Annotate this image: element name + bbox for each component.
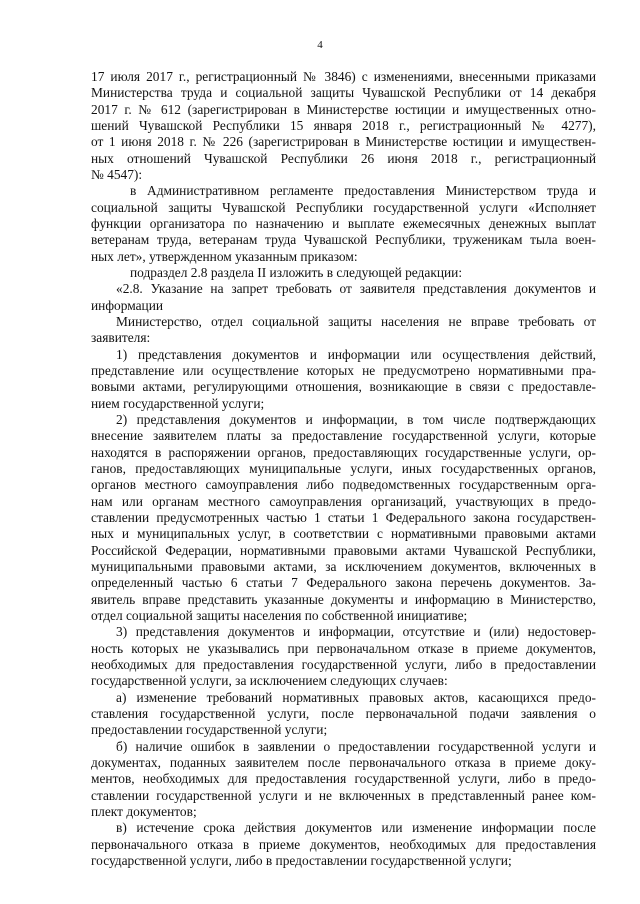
text-line: ных отношений Чувашской Республики 26 июня 2018 г., регистрационный [91,150,596,166]
text-line: отдел социальной защиты населения по собственной инициативе; [91,607,468,623]
page-number: 4 [317,39,323,51]
text-line: вовыми актами, регулирующими отношения, возникающие в связи с предоставле- [91,379,596,395]
text-line: в) истечение срока действия документов или изменение информации после [116,820,596,836]
text-line: предоставлении государственной услуги; [91,722,328,738]
text-line: в Административном регламенте предоставления Министерством труда и [130,183,596,199]
text-line: нам или органам местного самоуправления организаций, участвующих в предо- [91,493,596,509]
text-line: Министерство, отдел социальной защиты населения не вправе требовать от [116,313,596,329]
text-line: информации [91,297,164,313]
text-line: определенный частью 6 статьи 7 Федерального закона перечень документов. За- [91,575,596,591]
text-line: 2017 г. № 612 (зарегистрирован в Министерстве юстиции и имущественных отно- [91,101,596,117]
text-line: первоначального отказа в приеме документов, необходимых для предоставления [91,836,596,852]
text-line: плект документов; [91,803,197,819]
text-line: ганов, предоставляющих муниципальные услуги, иных государственных органов, [91,460,596,476]
text-line: ставления государственной услуги, после первоначальной подачи заявления о [91,705,596,721]
text-line: социальной защиты Чувашской Республики государственной услуги «Исполняет [91,199,596,215]
text-line: функции организатора по назначению и выплате ежемесячных денежных выплат [91,216,596,231]
text-line: органов местного самоуправления либо подведомственных государственным орга- [91,477,596,493]
text-line: государственной услуги, за исключением следующих случаев: [91,673,448,689]
text-line: «2.8. Указание на запрет требовать от заявителя представления документов и [116,281,596,297]
text-line: нием государственной услуги; [91,395,265,411]
text-line: подраздел 2.8 раздела II изложить в следующей редакции: [130,265,463,280]
text-line: заявителя: [91,330,151,346]
text-line: ставлении государственной услуги и не включенных в представленный ранее ком- [91,787,596,803]
text-line: необходимых для предоставления государственной услуги, либо в предоставлении [91,656,596,672]
text-line: от 1 июня 2018 г. № 226 (зарегистрирован в Министерстве юстиции и имуществен- [91,134,596,150]
text-line: ветеранам труда, ветеранам труда Чувашской Республики, труженикам тыла воен- [91,232,596,248]
text-line: Министерства труда и социальной защиты Чувашской Республики от 14 декабря [91,85,596,101]
text-line: ных и муниципальных услуг, в соответствии с нормативными правовыми актами [91,526,596,542]
text-line: ность которых не указывались при первоначальном отказе в приеме документов, [91,640,596,656]
text-line: документах, поданных заявителем после первоначального отказа в приеме доку- [91,754,596,770]
text-line: государственной услуги, либо в предоставлении государственной услуги; [91,852,512,868]
text-line: № 4547): [91,167,143,182]
text-line: ментов, необходимых для предоставления государственной услуги, либо в предо- [91,771,596,787]
text-line: муниципальными правовыми актами, за исключением документов, включенных в [91,558,596,574]
text-line: 2) представления документов и информации, в том числе подтверждающих [116,411,596,427]
text-line: явитель вправе представить указанные документы и информацию в Министерство, [91,591,596,607]
text-line: ных лет», утвержденном указанным приказом: [91,248,358,264]
text-line: б) наличие ошибок в заявлении о предоставлении государственной услуги и [116,738,596,754]
text-line: находятся в распоряжении органов, предоставляющих государственные услуги, ор- [91,444,596,460]
text-line: шений Чувашской Республики 15 января 2018 г., регистрационный № 4277), [91,118,596,133]
text-line: 1) представления документов и информации или осуществления действий, [116,346,596,362]
text-line: представление или осуществление которых не предусмотрено нормативными пра- [91,362,596,378]
text-line: ставлении предусмотренных частью 1 статьи 1 Федерального закона государствен- [91,509,596,525]
text-line: Российской Федерации, нормативными правовыми актами Чувашской Республики, [91,542,596,558]
text-line: а) изменение требований нормативных правовых актов, касающихся предо- [116,689,596,705]
text-line: внесение заявителем платы за предоставление государственной услуги, которые [91,428,596,444]
text-line: 3) представления документов и информации, отсутствие и (или) недостовер- [116,624,596,640]
text-line: 17 июля 2017 г., регистрационный № 3846) с изменениями, внесенными приказами [91,69,596,84]
